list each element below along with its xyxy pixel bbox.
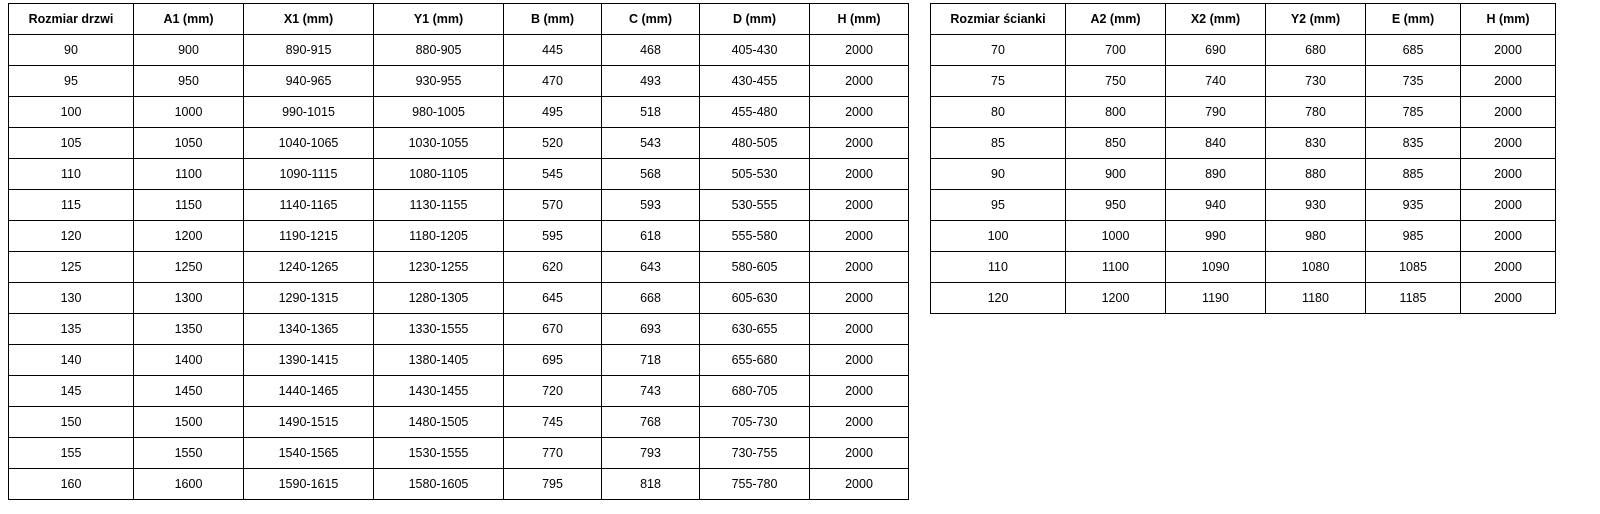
walls-table-cell: 785 <box>1366 97 1461 128</box>
walls-table-column-header: A2 (mm) <box>1066 4 1166 35</box>
doors-table-cell: 1480-1505 <box>374 407 504 438</box>
doors-table-cell: 125 <box>9 252 134 283</box>
walls-table-cell: 900 <box>1066 159 1166 190</box>
doors-table-cell: 1040-1065 <box>244 128 374 159</box>
walls-table-cell: 120 <box>931 283 1066 314</box>
doors-table-cell: 593 <box>602 190 700 221</box>
doors-table-cell: 1530-1555 <box>374 438 504 469</box>
doors-table-cell: 890-915 <box>244 35 374 66</box>
walls-table-cell: 1190 <box>1166 283 1266 314</box>
table-row <box>9 252 909 283</box>
doors-table-cell: 518 <box>602 97 700 128</box>
walls-table-cell: 980 <box>1266 221 1366 252</box>
table-row <box>9 221 909 252</box>
walls-table-cell: 700 <box>1066 35 1166 66</box>
doors-table-cell: 150 <box>9 407 134 438</box>
doors-table-cell: 668 <box>602 283 700 314</box>
walls-table-cell: 940 <box>1166 190 1266 221</box>
walls-table-cell: 2000 <box>1461 283 1556 314</box>
doors-table-cell: 1300 <box>134 283 244 314</box>
doors-table-cell: 695 <box>504 345 602 376</box>
doors-table-cell: 1050 <box>134 128 244 159</box>
table-header-row <box>9 4 909 35</box>
walls-table-cell: 685 <box>1366 35 1461 66</box>
doors-table-cell: 120 <box>9 221 134 252</box>
walls-table-cell: 750 <box>1066 66 1166 97</box>
table-row <box>9 97 909 128</box>
doors-table-cell: 940-965 <box>244 66 374 97</box>
doors-table-cell: 743 <box>602 376 700 407</box>
walls-table-cell: 2000 <box>1461 97 1556 128</box>
doors-table-cell: 1030-1055 <box>374 128 504 159</box>
doors-table-cell: 543 <box>602 128 700 159</box>
doors-table-cell: 405-430 <box>700 35 810 66</box>
walls-table-cell: 680 <box>1266 35 1366 66</box>
walls-table-cell: 890 <box>1166 159 1266 190</box>
walls-table-cell: 690 <box>1166 35 1266 66</box>
doors-table-cell: 160 <box>9 469 134 500</box>
doors-table-cell: 2000 <box>810 97 909 128</box>
doors-table-cell: 2000 <box>810 221 909 252</box>
doors-table-cell: 880-905 <box>374 35 504 66</box>
table-row <box>9 407 909 438</box>
walls-table-cell: 840 <box>1166 128 1266 159</box>
walls-dimensions-table <box>930 3 1556 314</box>
walls-table-cell: 1185 <box>1366 283 1461 314</box>
walls-table-cell: 110 <box>931 252 1066 283</box>
doors-table-column-header: H (mm) <box>810 4 909 35</box>
doors-table-cell: 2000 <box>810 438 909 469</box>
doors-table-cell: 1230-1255 <box>374 252 504 283</box>
doors-table-cell: 2000 <box>810 407 909 438</box>
doors-table-cell: 770 <box>504 438 602 469</box>
doors-table-cell: 2000 <box>810 128 909 159</box>
doors-table-cell: 730-755 <box>700 438 810 469</box>
doors-table-cell: 430-455 <box>700 66 810 97</box>
doors-table-cell: 1430-1455 <box>374 376 504 407</box>
walls-table-cell: 880 <box>1266 159 1366 190</box>
table-row <box>9 159 909 190</box>
doors-table-cell: 568 <box>602 159 700 190</box>
doors-table-cell: 570 <box>504 190 602 221</box>
doors-table-cell: 135 <box>9 314 134 345</box>
doors-table-cell: 1280-1305 <box>374 283 504 314</box>
doors-table-column-header: Y1 (mm) <box>374 4 504 35</box>
doors-table-cell: 2000 <box>810 345 909 376</box>
doors-table-cell: 2000 <box>810 159 909 190</box>
doors-table-cell: 155 <box>9 438 134 469</box>
doors-table-cell: 720 <box>504 376 602 407</box>
doors-table-cell: 2000 <box>810 469 909 500</box>
walls-table-column-header: E (mm) <box>1366 4 1461 35</box>
doors-table-cell: 130 <box>9 283 134 314</box>
walls-table-cell: 790 <box>1166 97 1266 128</box>
doors-table-cell: 618 <box>602 221 700 252</box>
doors-dimensions-table-container <box>8 3 881 500</box>
walls-table-cell: 70 <box>931 35 1066 66</box>
doors-table-cell: 555-580 <box>700 221 810 252</box>
doors-table-cell: 990-1015 <box>244 97 374 128</box>
walls-table-cell: 2000 <box>1461 159 1556 190</box>
table-row <box>9 35 909 66</box>
walls-table-cell: 950 <box>1066 190 1166 221</box>
doors-table-cell: 1600 <box>134 469 244 500</box>
doors-table-cell: 445 <box>504 35 602 66</box>
doors-table-cell: 115 <box>9 190 134 221</box>
doors-table-cell: 745 <box>504 407 602 438</box>
walls-table-cell: 850 <box>1066 128 1166 159</box>
doors-table-cell: 595 <box>504 221 602 252</box>
doors-table-cell: 1550 <box>134 438 244 469</box>
doors-table-cell: 930-955 <box>374 66 504 97</box>
doors-table-cell: 1580-1605 <box>374 469 504 500</box>
doors-table-cell: 495 <box>504 97 602 128</box>
doors-table-cell: 145 <box>9 376 134 407</box>
doors-table-cell: 1240-1265 <box>244 252 374 283</box>
doors-table-cell: 530-555 <box>700 190 810 221</box>
walls-dimensions-table-container <box>930 3 1555 314</box>
table-row <box>931 97 1556 128</box>
walls-table-cell: 85 <box>931 128 1066 159</box>
walls-table-cell: 800 <box>1066 97 1166 128</box>
doors-table-cell: 645 <box>504 283 602 314</box>
walls-table-cell: 100 <box>931 221 1066 252</box>
doors-table-cell: 655-680 <box>700 345 810 376</box>
doors-table-cell: 1290-1315 <box>244 283 374 314</box>
doors-table-cell: 105 <box>9 128 134 159</box>
doors-table-cell: 1330-1555 <box>374 314 504 345</box>
doors-table-cell: 680-705 <box>700 376 810 407</box>
table-row <box>931 159 1556 190</box>
doors-table-cell: 470 <box>504 66 602 97</box>
doors-table-cell: 793 <box>602 438 700 469</box>
doors-table-cell: 90 <box>9 35 134 66</box>
walls-table-cell: 1000 <box>1066 221 1166 252</box>
walls-table-cell: 1090 <box>1166 252 1266 283</box>
doors-table-column-header: A1 (mm) <box>134 4 244 35</box>
walls-table-cell: 80 <box>931 97 1066 128</box>
doors-table-cell: 100 <box>9 97 134 128</box>
walls-table-cell: 1200 <box>1066 283 1166 314</box>
walls-table-cell: 1080 <box>1266 252 1366 283</box>
doors-table-cell: 1100 <box>134 159 244 190</box>
table-row <box>9 438 909 469</box>
doors-table-cell: 2000 <box>810 314 909 345</box>
table-row <box>9 128 909 159</box>
doors-table-cell: 620 <box>504 252 602 283</box>
doors-table-cell: 2000 <box>810 35 909 66</box>
walls-table-cell: 885 <box>1366 159 1461 190</box>
doors-table-column-header: B (mm) <box>504 4 602 35</box>
walls-table-cell: 2000 <box>1461 221 1556 252</box>
doors-table-cell: 520 <box>504 128 602 159</box>
walls-table-column-header: H (mm) <box>1461 4 1556 35</box>
walls-table-head <box>931 4 1556 35</box>
doors-table-cell: 1350 <box>134 314 244 345</box>
doors-table-cell: 1200 <box>134 221 244 252</box>
walls-table-cell: 735 <box>1366 66 1461 97</box>
doors-table-cell: 545 <box>504 159 602 190</box>
table-row <box>931 128 1556 159</box>
doors-table-cell: 1500 <box>134 407 244 438</box>
doors-table-column-header: C (mm) <box>602 4 700 35</box>
doors-table-column-header: Rozmiar drzwi <box>9 4 134 35</box>
walls-table-cell: 2000 <box>1461 66 1556 97</box>
walls-table-cell: 985 <box>1366 221 1461 252</box>
doors-table-cell: 110 <box>9 159 134 190</box>
doors-table-cell: 1140-1165 <box>244 190 374 221</box>
walls-table-cell: 740 <box>1166 66 1266 97</box>
doors-table-cell: 1130-1155 <box>374 190 504 221</box>
walls-table-cell: 835 <box>1366 128 1461 159</box>
doors-table-cell: 140 <box>9 345 134 376</box>
doors-table-cell: 950 <box>134 66 244 97</box>
doors-table-cell: 818 <box>602 469 700 500</box>
doors-dimensions-table <box>8 3 909 500</box>
walls-table-cell: 990 <box>1166 221 1266 252</box>
doors-table-cell: 2000 <box>810 66 909 97</box>
doors-table-cell: 505-530 <box>700 159 810 190</box>
doors-table-cell: 2000 <box>810 376 909 407</box>
doors-table-cell: 493 <box>602 66 700 97</box>
walls-table-cell: 90 <box>931 159 1066 190</box>
walls-table-cell: 2000 <box>1461 128 1556 159</box>
doors-table-cell: 1440-1465 <box>244 376 374 407</box>
walls-table-cell: 830 <box>1266 128 1366 159</box>
walls-table-cell: 730 <box>1266 66 1366 97</box>
doors-table-cell: 2000 <box>810 190 909 221</box>
table-row <box>9 376 909 407</box>
doors-table-cell: 630-655 <box>700 314 810 345</box>
table-row <box>931 283 1556 314</box>
table-header-row <box>931 4 1556 35</box>
doors-table-cell: 1180-1205 <box>374 221 504 252</box>
table-row <box>9 314 909 345</box>
doors-table-cell: 1150 <box>134 190 244 221</box>
doors-table-cell: 795 <box>504 469 602 500</box>
doors-table-cell: 1490-1515 <box>244 407 374 438</box>
doors-table-cell: 670 <box>504 314 602 345</box>
doors-table-cell: 1540-1565 <box>244 438 374 469</box>
walls-table-cell: 2000 <box>1461 190 1556 221</box>
walls-table-cell: 1085 <box>1366 252 1461 283</box>
doors-table-cell: 693 <box>602 314 700 345</box>
walls-table-cell: 75 <box>931 66 1066 97</box>
doors-table-cell: 768 <box>602 407 700 438</box>
table-row <box>9 345 909 376</box>
walls-table-cell: 1100 <box>1066 252 1166 283</box>
table-row <box>9 283 909 314</box>
table-row <box>931 35 1556 66</box>
doors-table-head <box>9 4 909 35</box>
walls-table-column-header: Y2 (mm) <box>1266 4 1366 35</box>
walls-table-cell: 1180 <box>1266 283 1366 314</box>
walls-table-cell: 780 <box>1266 97 1366 128</box>
doors-table-cell: 1450 <box>134 376 244 407</box>
doors-table-cell: 1340-1365 <box>244 314 374 345</box>
doors-table-cell: 2000 <box>810 252 909 283</box>
table-row <box>931 190 1556 221</box>
walls-table-cell: 935 <box>1366 190 1461 221</box>
table-row <box>931 252 1556 283</box>
walls-table-cell: 930 <box>1266 190 1366 221</box>
doors-table-cell: 1190-1215 <box>244 221 374 252</box>
doors-table-cell: 755-780 <box>700 469 810 500</box>
walls-table-cell: 95 <box>931 190 1066 221</box>
doors-table-cell: 643 <box>602 252 700 283</box>
doors-table-cell: 980-1005 <box>374 97 504 128</box>
doors-table-cell: 2000 <box>810 283 909 314</box>
walls-table-column-header: Rozmiar ścianki <box>931 4 1066 35</box>
doors-table-cell: 1000 <box>134 97 244 128</box>
doors-table-cell: 705-730 <box>700 407 810 438</box>
doors-table-cell: 455-480 <box>700 97 810 128</box>
doors-table-cell: 1400 <box>134 345 244 376</box>
doors-table-column-header: D (mm) <box>700 4 810 35</box>
doors-table-cell: 95 <box>9 66 134 97</box>
walls-table-cell: 2000 <box>1461 252 1556 283</box>
doors-table-cell: 1090-1115 <box>244 159 374 190</box>
doors-table-cell: 468 <box>602 35 700 66</box>
table-row <box>9 190 909 221</box>
table-row <box>9 66 909 97</box>
table-row <box>931 221 1556 252</box>
doors-table-cell: 718 <box>602 345 700 376</box>
doors-table-body <box>9 35 909 500</box>
doors-table-cell: 1250 <box>134 252 244 283</box>
doors-table-column-header: X1 (mm) <box>244 4 374 35</box>
walls-table-body <box>931 35 1556 314</box>
doors-table-cell: 605-630 <box>700 283 810 314</box>
doors-table-cell: 580-605 <box>700 252 810 283</box>
walls-table-column-header: X2 (mm) <box>1166 4 1266 35</box>
doors-table-cell: 1080-1105 <box>374 159 504 190</box>
doors-table-cell: 1390-1415 <box>244 345 374 376</box>
table-row <box>931 66 1556 97</box>
table-row <box>9 469 909 500</box>
doors-table-cell: 1590-1615 <box>244 469 374 500</box>
doors-table-cell: 480-505 <box>700 128 810 159</box>
doors-table-cell: 1380-1405 <box>374 345 504 376</box>
doors-table-cell: 900 <box>134 35 244 66</box>
walls-table-cell: 2000 <box>1461 35 1556 66</box>
